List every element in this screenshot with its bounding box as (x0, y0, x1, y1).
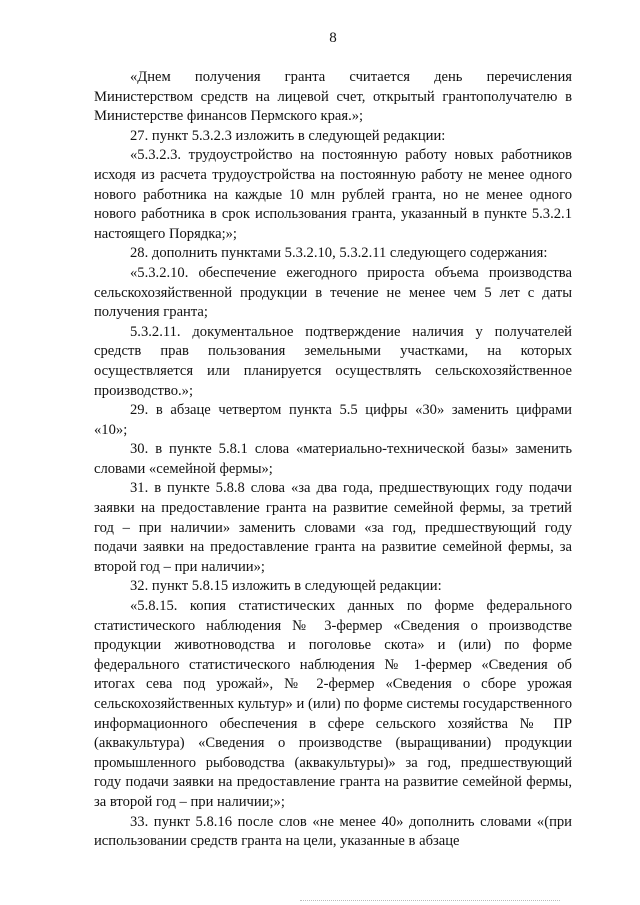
paragraph-item-27: 27. пункт 5.3.2.3 изложить в следующей редакции: (130, 127, 446, 144)
paragraph-5-3-2-11: 5.3.2.11. документальное подтверждение наличия у получателей средств прав пользования земельными участками, на которых осуществляется или планируется осуществлять сельскохозяйственное производство.»; (94, 323, 572, 399)
paragraph-item-29: 29. в абзаце четвертом пункта 5.5 цифры «30» заменить цифрами «10»; (94, 402, 572, 438)
paragraph-5-3-2-10: «5.3.2.10. обеспечение ежегодного прироста объема производства сельскохозяйственной продукции в течение не менее чем 5 лет с даты получения гранта; (94, 264, 572, 321)
paragraph-item-32: 32. пункт 5.8.15 изложить в следующей редакции: (130, 578, 442, 595)
document-page (94, 28, 572, 852)
paragraph-grant-receipt-date: «Днем получения гранта считается день перечисления Министерством средств на лицевой счет, открытый грантополучателю в Министерстве финансов Пермского края.»; (94, 69, 572, 125)
paragraph-5-3-2-3: «5.3.2.3. трудоустройство на постоянную работу новых работников исходя из расчета трудоустройства на постоянную работу не менее одного нового работника на каждые 10 млн рублей гранта, но не менее одного нового работника в срок использования гранта, указанный в пункте 5.3.2.1 настоящего Порядка;»; (94, 147, 572, 242)
paragraph-item-33: 33. пункт 5.8.16 после слов «не менее 40» дополнить словами «(при использовании средств гранта на цели, указанные в абзаце (94, 813, 572, 850)
paragraph-5-8-15: «5.8.15. копия статистических данных по форме федерального статистического наблюдения № 3-фермер «Сведения о производстве продукции животноводства и поголовье скота» и (или) по форме федерального статистического наблюдения № 1-фермер «Сведения об итогах сева под урожай», № 2-фермер «Сведения о сборе урожая сельскохозяйственных культур» и (или) по форме системы государственного информационного обеспечения в сфере сельского хозяйства № ПР (аквакультура) «Сведения о производстве (выращивании) продукции промышленного рыбоводства (аквакультуры)» за год, предшествующий году подачи заявки на предоставление гранта на развитие семейной фермы, за второй год – при наличии;»; (94, 598, 572, 810)
paragraph-item-30: 30. в пункте 5.8.1 слова «материально-технической базы» заменить словами «семейной фермы»; (94, 441, 572, 477)
bottom-rule (300, 900, 560, 901)
paragraph-item-28: 28. дополнить пунктами 5.3.2.10, 5.3.2.11 следующего содержания: (130, 245, 548, 262)
paragraph-item-31: 31. в пункте 5.8.8 слова «за два года, предшествующих году подачи заявки на предоставление гранта на развитие семейной фермы, за третий год – при наличии» заменить словами «за год, предшествующий году подачи заявки на предоставление гранта на развитие семейной фермы, за второй год – при наличии»; (94, 480, 572, 575)
page-number: 8 (329, 30, 337, 46)
